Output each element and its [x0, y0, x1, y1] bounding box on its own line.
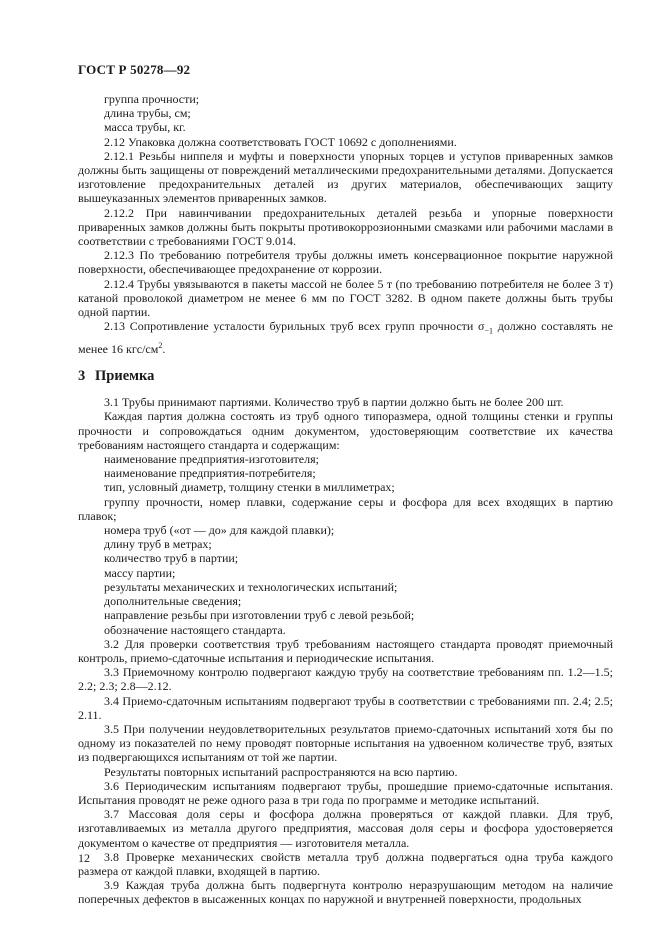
list-item: длина трубы, см; [104, 106, 191, 121]
list-item: группа прочности; [104, 92, 200, 106]
paragraph-text: должно составлять не менее 16 кгс/см [78, 319, 613, 356]
list-item: группу прочности, номер плавки, содержание серы и фосфора для всех входящих в партию плавок; [78, 494, 613, 523]
list-item: массу партии; [104, 565, 176, 580]
document-body [78, 92, 613, 907]
list-item: количество труб в партии; [104, 551, 239, 566]
paragraph: 2.12.1 Резьбы ниппеля и муфты и поверхности упорных торцев и уступов приваренных замков должны быть защищены от повреждений металлическими предохранительными деталями. Допускается изготовление предохранительных деталей из других материалов, обеспечивающих защиту вышеуказанных элементов приваренных замков. [78, 148, 613, 206]
section-title: Приемка [95, 368, 155, 385]
paragraph: 3.2 Для проверки соответствия труб требованиям настоящего стандарта проводят приемочный контроль, приемо-сдаточные испытания и периодические испытания. [78, 636, 613, 665]
paragraph-text: . [162, 341, 166, 356]
paragraph: 3.9 Каждая труба должна быть подвергнута контролю неразрушающим методом на наличие поперечных дефектов в высаженных концах по наружной и внутренней поверхности, продольных [78, 878, 613, 907]
paragraph: 3.1 Трубы принимают партиями. Количество труб в партии должно быть не более 200 шт. [104, 395, 564, 410]
subscript: −1 [484, 326, 494, 336]
section-number: 3 [78, 368, 86, 385]
paragraph-text: 2.13 Сопротивление усталости бурильных труб всех групп прочности σ [104, 319, 485, 334]
paragraph: 3.5 При получении неудовлетворительных результатов приемо-сдаточных испытаний хотя бы по одному из показателей по нему проводят повторные испытания на удвоенном количестве труб, взятых из подвергающихся испытаниям от той же партии. [78, 721, 613, 765]
paragraph [78, 319, 613, 356]
list-item: направление резьбы при изготовлении труб с левой резьбой; [104, 608, 415, 623]
page-number: 12 [78, 851, 90, 865]
paragraph: Результаты повторных испытаний распространяются на всю партию. [104, 764, 458, 779]
paragraph: 2.12 Упаковка должна соответствовать ГОСТ 10692 с дополнениями. [104, 134, 457, 149]
section-heading [78, 369, 613, 383]
paragraph: 2.12.2 При навинчивании предохранительных деталей резьба и упорные поверхности приваренных замков должны быть покрыты противокоррозионными смазками или рабочими маслами в соответствии с требованиями ГОСТ 9.014. [78, 205, 613, 249]
paragraph: 2.12.3 По требованию потребителя трубы должны иметь консервационное покрытие наружной поверхности, обеспечивающее предохранение от коррозии. [78, 248, 613, 277]
list-item: результаты механических и технологических испытаний; [104, 579, 398, 594]
paragraph: 3.3 Приемочному контролю подвергают каждую трубу на соответствие требованиям пп. 1.2—1.5; 2.2; 2.3; 2.8—2.12. [78, 665, 613, 694]
list-item: дополнительные сведения; [104, 594, 242, 609]
paragraph: 3.8 Проверке механических свойств металла труб должна подвергаться одна труба каждого размера от каждой плавки, входящей в партию. [78, 849, 613, 878]
document-header: ГОСТ Р 50278—92 [78, 62, 191, 77]
list-item: масса трубы, кг. [104, 120, 186, 135]
list-item: наименование предприятия-потребителя; [104, 466, 316, 481]
list-item: наименование предприятия-изготовителя; [104, 452, 319, 467]
paragraph: 3.4 Приемо-сдаточным испытаниям подвергают трубы в соответствии с требованиями пп. 2.4; 2.5; 2.11. [78, 693, 613, 722]
paragraph: 3.7 Массовая доля серы и фосфора должна проверяться от каждой плавки. Для труб, изготавливаемых из металла другого предприятия, массовая доля серы и фосфора удостоверяется документом о качестве от предприятия — изготовителя металла. [78, 807, 613, 850]
list-item: длину труб в метрах; [104, 537, 212, 552]
list-item: номера труб («от — до» для каждой плавки); [104, 523, 335, 538]
superscript: 2 [158, 340, 163, 350]
list-item: тип, условный диаметр, толщину стенки в миллиметрах; [104, 480, 395, 495]
paragraph: 2.12.4 Трубы увязываются в пакеты массой не более 5 т (по требованию потребителя не более 3 т) катаной проволокой диаметром не менее 6 мм по ГОСТ 3282. В одном пакете должны быть трубы одной партии. [78, 276, 613, 320]
paragraph: 3.6 Периодическим испытаниям подвергают трубы, прошедшие приемо-сдаточные испытания. Испытания проводят не реже одного раза в три года по программе и методике испытаний. [78, 778, 613, 807]
paragraph: Каждая партия должна состоять из труб одного типоразмера, одной толщины стенки и группы прочности и сопровождаться одним документом, удостоверяющим соответствие их качества требованиям настоящего стандарта и содержащим: [78, 409, 613, 452]
list-item: обозначение настоящего стандарта. [104, 622, 286, 637]
